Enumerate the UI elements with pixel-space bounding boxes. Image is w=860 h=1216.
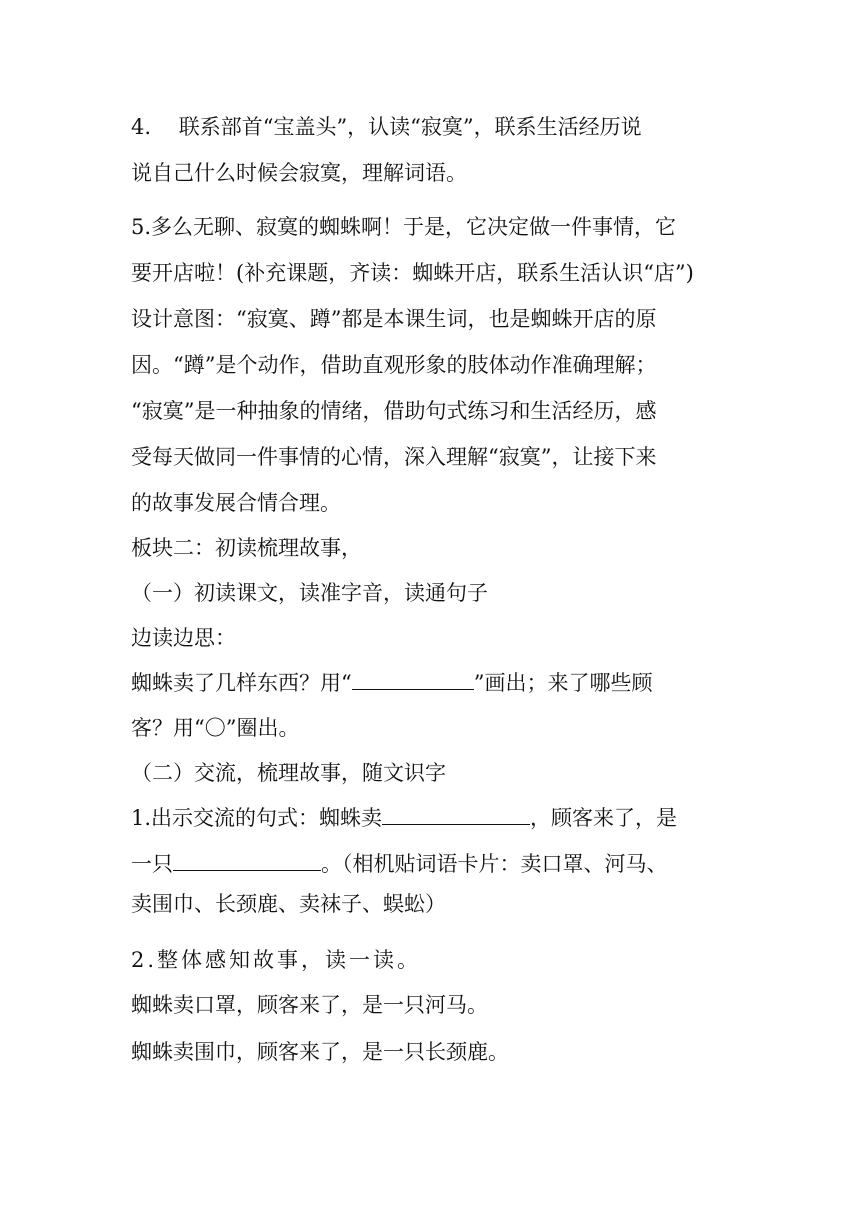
text-line: 说自己什么时候会寂寞，理解词语。 [131, 161, 467, 185]
question-line [131, 668, 741, 698]
underline-blank [173, 850, 321, 871]
text-line: 客？用“〇”圈出。 [131, 716, 300, 740]
text-line: 的故事发展合情合理。 [131, 491, 341, 515]
text-segment: 蜘蛛卖了几样东西？用“ [131, 671, 352, 695]
text-segment: 1.出示交流的句式：蜘蛛卖 [131, 806, 383, 830]
underline-blank [382, 804, 530, 825]
fill-in-line [131, 849, 741, 879]
text-line: 卖围巾、长颈鹿、卖袜子、蜈蚣） [131, 892, 446, 916]
text-segment: 一只 [131, 852, 173, 876]
text-line: 因。“蹲”是个动作，借助直观形象的肢体动作准确理解； [131, 353, 657, 377]
text-segment: 。（相机贴词语卡片：卖口罩、河马、 [321, 852, 668, 876]
text-line: 5.多么无聊、寂寞的蜘蛛啊！于是，它决定做一件事情，它 [131, 215, 677, 239]
text-line: 边读边思： [131, 626, 236, 650]
text-line: 设计意图：“寂寞、蹲”都是本课生词，也是蜘蛛开店的原 [131, 307, 657, 331]
text-line: 蜘蛛卖口罩，顾客来了，是一只河马。 [131, 993, 488, 1017]
fill-in-line [131, 803, 741, 833]
subsection-heading: （二）交流，梳理故事，随文识字 [131, 761, 446, 785]
subsection-heading: （一）初读课文，读准字音，读通句子 [131, 581, 488, 605]
text-segment: ，顾客来了，是 [530, 806, 678, 830]
text-line: 4. 联系部首“宝盖头”，认读“寂寞”，联系生活经历说 [131, 115, 642, 139]
section-heading: 板块二：初读梳理故事， [131, 536, 362, 560]
text-segment: ”画出；来了哪些顾 [473, 671, 653, 695]
text-line: 蜘蛛卖围巾，顾客来了，是一只长颈鹿。 [131, 1040, 509, 1064]
text-line: 受每天做同一件事情的心情，深入理解“寂寞”，让接下来 [131, 445, 657, 469]
underline-blank [352, 669, 474, 690]
text-line: 要开店啦！(补充课题，齐读：蜘蛛开店，联系生活认识“店”) [131, 261, 694, 285]
text-line: “寂寞”是一种抽象的情绪，借助句式练习和生活经历，感 [131, 399, 657, 423]
text-line: 2.整体感知故事，读一读。 [131, 948, 422, 972]
